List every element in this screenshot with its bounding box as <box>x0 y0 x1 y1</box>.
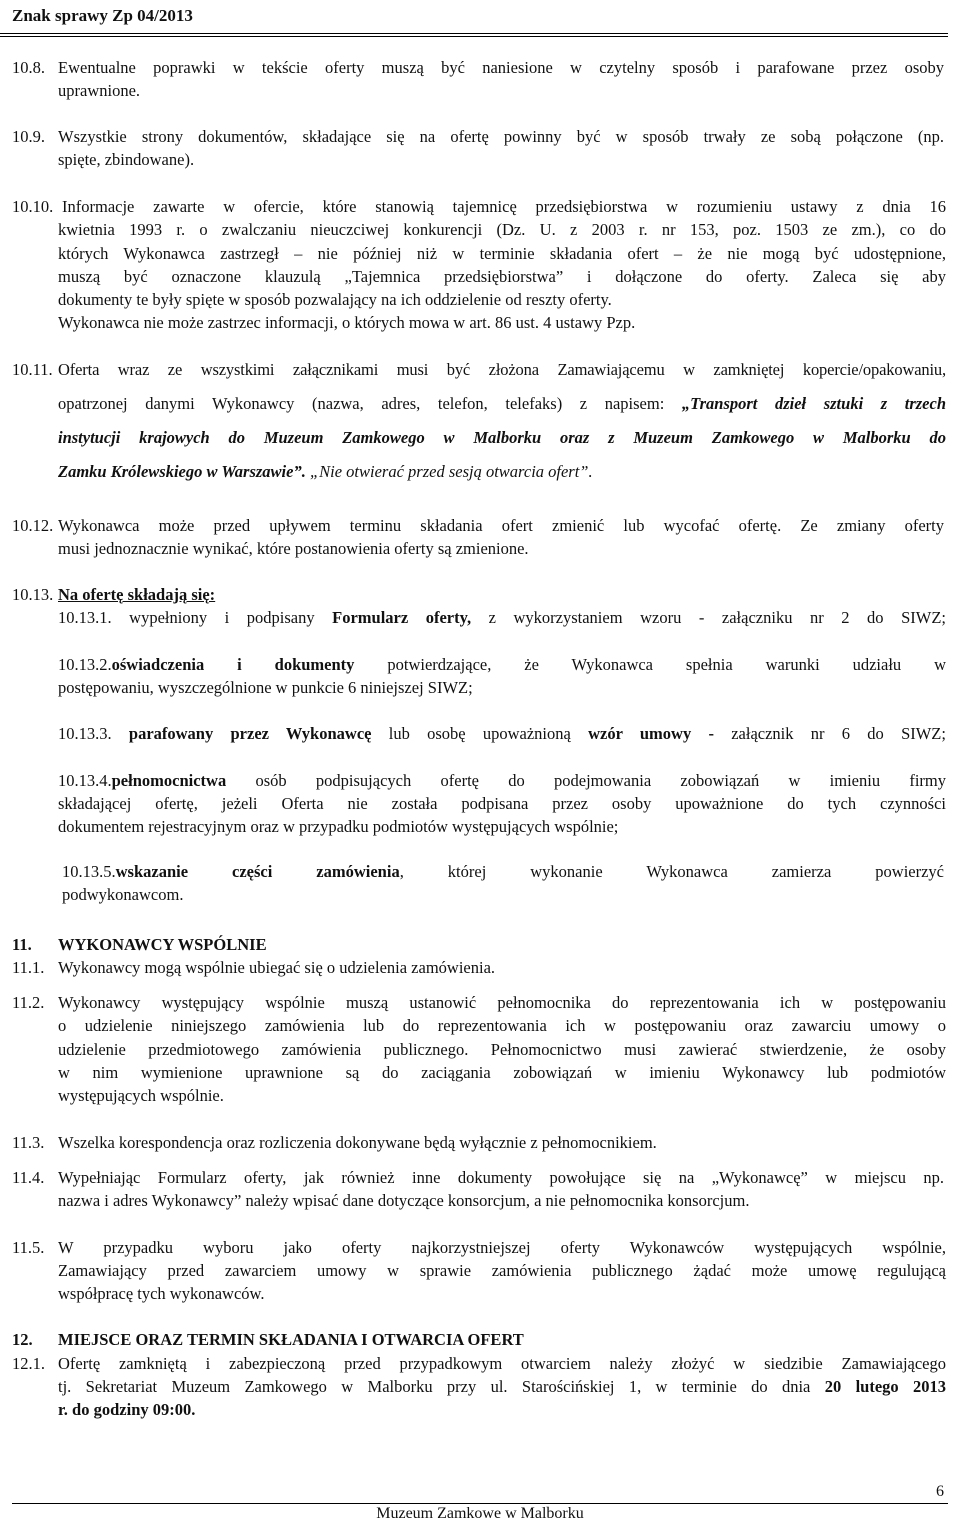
paragraph-line: W przypadku wyboru jako oferty najkorzystniejszej oferty Wykonawców występujących wspólnie, <box>58 1238 946 1257</box>
paragraph-line: Wykonawca może przed upływem terminu składania ofert zmienić lub wycofać ofertę. Ze zmiany oferty <box>58 516 944 535</box>
section-number: 10.10. <box>12 197 54 216</box>
list-item: 10.13.2.oświadczenia i dokumenty potwierdzające, że Wykonawca spełnia warunki udziału w <box>58 655 947 674</box>
list-item-number: 10.13.4. <box>58 771 112 790</box>
paragraph-line <box>58 462 593 482</box>
section-number: 11.5. <box>12 1238 45 1257</box>
chapter-title: MIEJSCE ORAZ TERMIN SKŁADANIA I OTWARCIA OFERT <box>58 1330 524 1349</box>
paragraph-line: Wszelka korespondencja oraz rozliczenia dokonywane będą wyłącznie z pełnomocnikiem. <box>58 1133 657 1152</box>
chapter-number: 12. <box>12 1330 33 1349</box>
list-item-number: 10.13.2. <box>58 655 112 674</box>
section-number: 10.13. <box>12 585 54 604</box>
paragraph-line: postępowaniu, wyszczególnione w punkcie 6 niniejszej SIWZ; <box>58 678 473 697</box>
section-number: 11.4. <box>12 1168 45 1187</box>
section-number: 11.3. <box>12 1133 45 1152</box>
list-item: 10.13.3. parafowany przez Wykonawcę lub osobę upoważnioną wzór umowy - załącznik nr 6 do SIWZ; <box>58 724 946 743</box>
envelope-label-line: instytucji krajowych do Muzeum Zamkowego w Malborku oraz z Muzeum Zamkowego w Malborku do <box>58 428 946 447</box>
section-number: 10.11. <box>12 360 53 379</box>
deadline-time: r. do godziny 09:00. <box>58 1400 196 1419</box>
chapter-number: 11. <box>12 935 32 954</box>
paragraph-line: występujących wspólnie. <box>58 1086 224 1105</box>
paragraph-line: współpracę tych wykonawców. <box>58 1284 265 1303</box>
list-item-number: 10.13.3. <box>58 724 112 743</box>
paragraph-line: składającej ofertę, jeżeli Oferta nie została podpisana przez osoby upoważnione do tych czynności <box>58 794 946 813</box>
list-heading: Na ofertę składają się: <box>58 585 216 604</box>
paragraph-line: spięte, zbindowane). <box>58 150 195 169</box>
list-item: 10.13.5.wskazanie części zamówienia, której wykonanie Wykonawca zamierza powierzyć <box>62 862 944 881</box>
paragraph-line: uprawnione. <box>58 81 141 100</box>
header-rule-thin <box>0 36 948 37</box>
paragraph-line: Oferta wraz ze wszystkimi załącznikami musi być złożona Zamawiającemu w zamkniętej kopercie/opakowaniu, <box>58 360 946 379</box>
section-number: 12.1. <box>12 1354 45 1373</box>
paragraph-line: Wypełniając Formularz oferty, jak również inne dokumenty powołujące się na „Wykonawcę” w miejscu np. <box>58 1168 944 1187</box>
document-reference: Znak sprawy Zp 04/2013 <box>12 6 193 25</box>
paragraph-line: Ofertę zamkniętą i zabezpieczoną przed przypadkowym otwarciem należy złożyć w siedzibie Zamawiającego <box>58 1354 946 1373</box>
envelope-label: „Transport dzieł sztuki z trzech <box>681 394 947 413</box>
paragraph-line: dokumentem rejestracyjnym oraz w przypadku podmiotów występujących wspólnie; <box>58 817 619 836</box>
list-item-number: 10.13.1. <box>58 608 112 627</box>
paragraph-line: o udzielenie niniejszego zamówienia lub do reprezentowania ich w postępowaniu oraz zawarciu umowy o <box>58 1016 946 1035</box>
chapter-title: WYKONAWCY WSPÓLNIE <box>58 935 267 954</box>
paragraph-line: Ewentualne poprawki w tekście oferty muszą być naniesione w czytelny sposób i parafowane przez osoby <box>58 58 944 77</box>
footer-institution: Muzeum Zamkowe w Malborku <box>376 1505 584 1522</box>
section-number: 11.1. <box>12 958 45 977</box>
paragraph-line: podwykonawcom. <box>62 885 184 904</box>
paragraph-line <box>58 394 946 414</box>
paragraph-line: których Wykonawca zastrzegł – nie później niż w terminie składania ofert – że nie mogą być udostępnione, <box>58 244 946 263</box>
paragraph-line: Zamawiający przed zawarciem umowy w sprawie zamówienia publicznego żądać może umowę regulującą <box>58 1261 946 1280</box>
section-number: 10.12. <box>12 516 54 535</box>
paragraph-line: Wszystkie strony dokumentów, składające się na ofertę powinny być w sposób trwały ze sobą połączone (np. <box>58 127 944 146</box>
paragraph-line: Wykonawcy występujący wspólnie muszą ustanowić pełnomocnika do reprezentowania ich w postępowaniu <box>58 993 946 1012</box>
header-rule <box>0 33 948 34</box>
paragraph-text: opatrzonej danymi Wykonawcy (nazwa, adres, telefon, telefaks) z napisem: <box>58 394 665 413</box>
list-item: 10.13.1. wypełniony i podpisany Formularz oferty, z wykorzystaniem wzoru - załączniku nr 2 do SIWZ; <box>58 608 947 627</box>
paragraph-line: nazwa i adres Wykonawcy” należy wpisać dane dotyczące konsorcjum, a nie pełnomocnika konsorcjum. <box>58 1191 750 1210</box>
footer-rule <box>12 1503 948 1504</box>
section-number: 10.8. <box>12 58 45 77</box>
paragraph-line: kwietnia 1993 r. o zwalczaniu nieuczciwej konkurencji (Dz. U. z 2003 r. nr 153, poz. 1503 ze zm.), co do <box>58 220 946 239</box>
paragraph-line: tj. Sekretariat Muzeum Zamkowego w Malborku przy ul. Starościńskiej 1, w terminie do dnia 20 lutego 2013 <box>58 1377 946 1396</box>
list-item: 10.13.4.pełnomocnictwa osób podpisujących ofertę do podejmowania zobowiązań w imieniu firmy <box>58 771 947 790</box>
paragraph-line: udzielenie przedmiotowego zamówienia publicznego. Pełnomocnictwo musi zawierać stwierdzenie, że osoby <box>58 1040 946 1059</box>
list-item-number: 10.13.5. <box>62 862 116 881</box>
paragraph-line: Informacje zawarte w ofercie, które stanowią tajemnicę przedsiębiorstwa w rozumieniu ustawy z dnia 16 <box>62 197 946 216</box>
section-number: 10.9. <box>12 127 45 146</box>
paragraph-line: Wykonawcy mogą wspólnie ubiegać się o udzielenia zamówienia. <box>58 958 496 977</box>
paragraph-line: dokumenty te były spięte w sposób pozwalający na ich oddzielenie od reszty oferty. <box>58 290 612 309</box>
envelope-label-end: Zamku Królewskiego w Warszawie”. <box>58 462 306 481</box>
deadline-date: 20 lutego 2013 <box>824 1377 946 1396</box>
paragraph-line: muszą być oznaczone klauzulą „Tajemnica przedsiębiorstwa” i dołączone do oferty. Zaleca się aby <box>58 267 946 286</box>
paragraph-line: musi jednoznacznie wynikać, które postanowienia oferty są zmienione. <box>58 539 529 558</box>
section-number: 11.2. <box>12 993 45 1012</box>
paragraph-line: Wykonawca nie może zastrzec informacji, o których mowa w art. 86 ust. 4 ustawy Pzp. <box>58 313 636 332</box>
page-number: 6 <box>936 1483 944 1500</box>
envelope-notice: „Nie otwierać przed sesją otwarcia ofert”. <box>309 462 593 481</box>
paragraph-line: w nim wymienione uprawnione są do zaciągania zobowiązań w imieniu Wykonawcy lub podmiotów <box>58 1063 946 1082</box>
